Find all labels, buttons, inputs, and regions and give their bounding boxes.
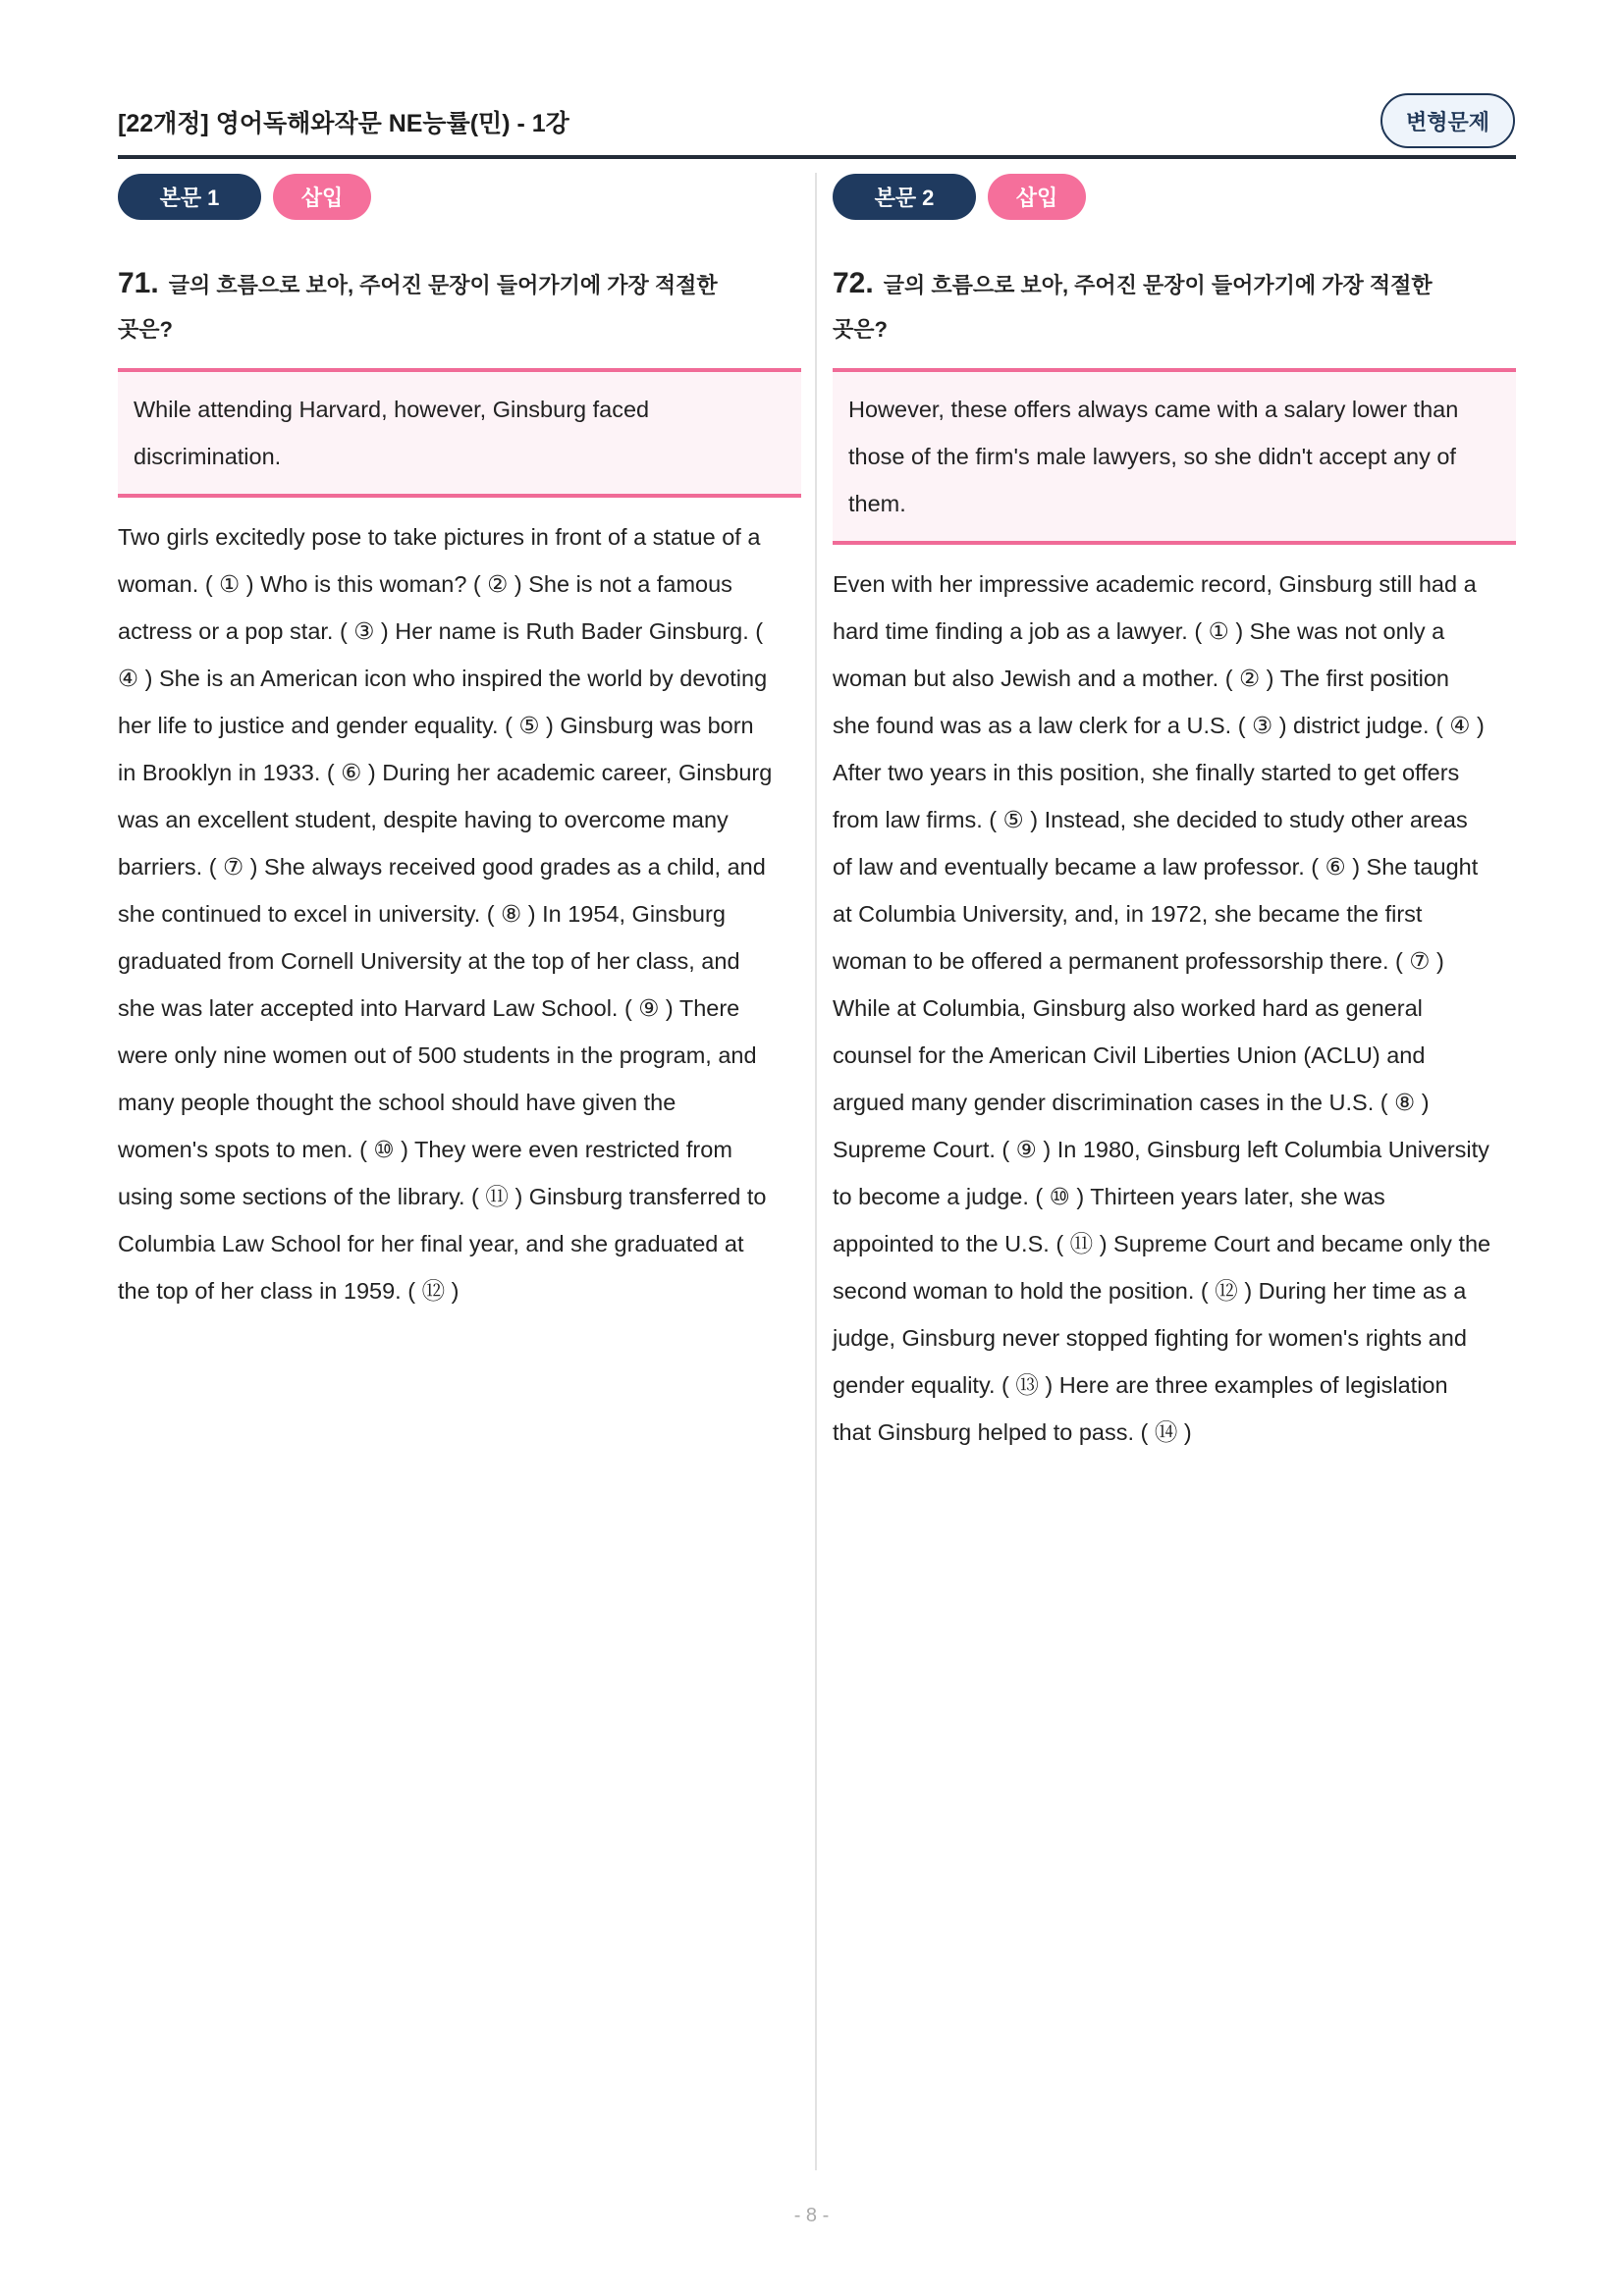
passage-line: her life to justice and gender equality. ( ⑤ ) Ginsburg was born xyxy=(118,713,754,738)
passage-line: Two girls excitedly pose to take pictures in front of a statue of a xyxy=(118,524,761,550)
header-divider xyxy=(118,155,1516,159)
passage-line: Even with her impressive academic record, Ginsburg still had a xyxy=(833,571,1477,597)
question-72 xyxy=(833,174,1516,1456)
prompt-text: 곳은? xyxy=(833,317,888,342)
passage-line: that Ginsburg helped to pass. ( ⑭ ) xyxy=(833,1419,1192,1445)
passage-text xyxy=(118,513,801,1314)
passage-line: After two years in this position, she finally started to get offers xyxy=(833,760,1460,785)
given-sentence-line: While attending Harvard, however, Ginsburg faced xyxy=(134,397,650,422)
column-divider xyxy=(815,173,817,2170)
passage-line: judge, Ginsburg never stopped fighting for women's rights and xyxy=(833,1325,1467,1351)
prompt-line xyxy=(118,307,801,351)
prompt-text: 글의 흐름으로 보아, 주어진 문장이 들어가기에 가장 적절한 xyxy=(168,273,718,297)
prompt-text: 곳은? xyxy=(118,317,173,342)
passage-line: was an excellent student, despite having to overcome many xyxy=(118,807,729,832)
prompt-line xyxy=(833,261,1516,307)
question-71 xyxy=(118,174,801,1314)
page-number: - 8 - xyxy=(793,2205,830,2226)
passage-line: Columbia Law School for her final year, and she graduated at xyxy=(118,1231,744,1256)
passage-line: many people thought the school should have given the xyxy=(118,1090,676,1115)
given-sentence-line: However, these offers always came with a salary lower than xyxy=(848,397,1459,422)
given-sentence-box xyxy=(833,368,1516,545)
insert-type-badge: 삽입 xyxy=(273,174,371,220)
prompt-line xyxy=(833,307,1516,351)
passage-line: woman. ( ① ) Who is this woman? ( ② ) She is not a famous xyxy=(118,571,732,597)
given-sentence-line: those of the firm's male lawyers, so she didn't accept any of xyxy=(848,444,1456,469)
passage-line: ④ ) She is an American icon who inspired the world by devoting xyxy=(118,666,768,691)
passage-line: were only nine women out of 500 students in the program, and xyxy=(118,1042,757,1068)
passage-line: the top of her class in 1959. ( ⑫ ) xyxy=(118,1278,460,1304)
prompt-line xyxy=(118,261,801,307)
badge-row xyxy=(833,174,1516,220)
given-sentence-line: discrimination. xyxy=(134,444,282,469)
given-sentence-line: them. xyxy=(848,491,906,516)
passage-line: in Brooklyn in 1933. ( ⑥ ) During her academic career, Ginsburg xyxy=(118,760,773,785)
passage-line: from law firms. ( ⑤ ) Instead, she decided to study other areas xyxy=(833,807,1468,832)
passage-line: she was later accepted into Harvard Law School. ( ⑨ ) There xyxy=(118,995,740,1021)
passage-line: gender equality. ( ⑬ ) Here are three examples of legislation xyxy=(833,1372,1448,1398)
passage-line: using some sections of the library. ( ⑪ ) Ginsburg transferred to xyxy=(118,1184,767,1209)
question-type-badge: 변형문제 xyxy=(1380,93,1515,148)
passage-line: actress or a pop star. ( ③ ) Her name is Ruth Bader Ginsburg. ( xyxy=(118,618,764,644)
passage-line: argued many gender discrimination cases in the U.S. ( ⑧ ) xyxy=(833,1090,1430,1115)
passage-line: hard time finding a job as a lawyer. ( ① ) She was not only a xyxy=(833,618,1445,644)
passage-line: to become a judge. ( ⑩ ) Thirteen years later, she was xyxy=(833,1184,1385,1209)
passage-line: she continued to excel in university. ( ⑧ ) In 1954, Ginsburg xyxy=(118,901,726,927)
document-title: [22개정] 영어독해와작문 NE능률(민) - 1강 xyxy=(118,110,569,137)
passage-line: counsel for the American Civil Liberties Union (ACLU) and xyxy=(833,1042,1426,1068)
passage-badge: 본문 2 xyxy=(833,174,976,220)
question-number: 72. xyxy=(833,267,874,299)
passage-line: of law and eventually became a law professor. ( ⑥ ) She taught xyxy=(833,854,1479,880)
passage-line: woman to be offered a permanent professorship there. ( ⑦ ) xyxy=(833,948,1444,974)
passage-line: graduated from Cornell University at the top of her class, and xyxy=(118,948,740,974)
passage-line: While at Columbia, Ginsburg also worked hard as general xyxy=(833,995,1423,1021)
passage-text xyxy=(833,561,1516,1456)
passage-line: women's spots to men. ( ⑩ ) They were even restricted from xyxy=(118,1137,732,1162)
question-prompt xyxy=(118,261,801,351)
question-prompt xyxy=(833,261,1516,351)
badge-row xyxy=(118,174,801,220)
passage-line: second woman to hold the position. ( ⑫ ) During her time as a xyxy=(833,1278,1467,1304)
passage-line: appointed to the U.S. ( ⑪ ) Supreme Court and became only the xyxy=(833,1231,1491,1256)
prompt-text: 글의 흐름으로 보아, 주어진 문장이 들어가기에 가장 적절한 xyxy=(883,273,1433,297)
passage-line: she found was as a law clerk for a U.S. ( ③ ) district judge. ( ④ ) xyxy=(833,713,1485,738)
passage-line: Supreme Court. ( ⑨ ) In 1980, Ginsburg left Columbia University xyxy=(833,1137,1489,1162)
insert-type-badge: 삽입 xyxy=(988,174,1086,220)
question-number: 71. xyxy=(118,267,159,299)
given-sentence-box xyxy=(118,368,801,498)
passage-line: woman but also Jewish and a mother. ( ② ) The first position xyxy=(833,666,1450,691)
passage-line: at Columbia University, and, in 1972, she became the first xyxy=(833,901,1423,927)
passage-line: barriers. ( ⑦ ) She always received good grades as a child, and xyxy=(118,854,766,880)
passage-badge: 본문 1 xyxy=(118,174,261,220)
